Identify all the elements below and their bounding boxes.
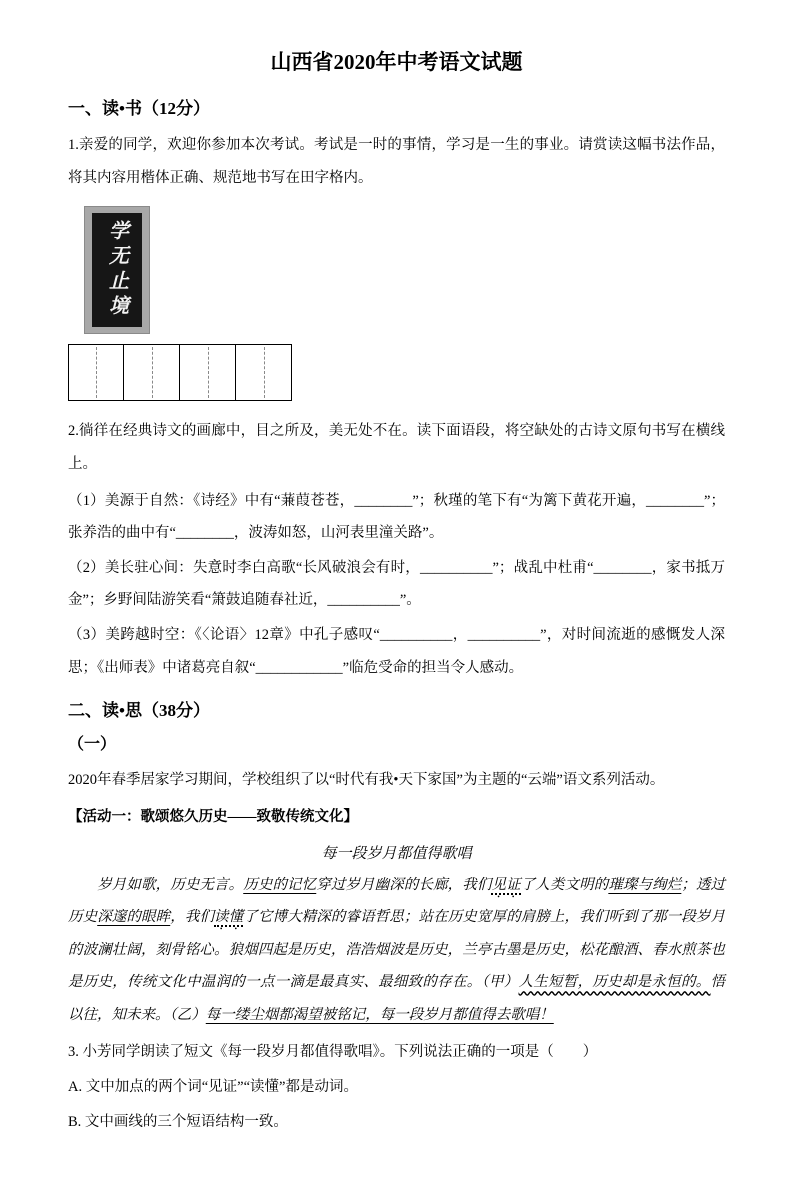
passage-title: 每一段岁月都值得歌唱 <box>321 845 472 862</box>
question2-item-3: （3）美跨越时空：《〈论语〉12章》中孔子感叹“__________，__________”，对时间流逝的感慨发人深思；《出师表》中诸葛亮自叙“____________”临危受命的担当令人感动。 <box>68 627 725 676</box>
question3-text: 3. 小芳同学朗读了短文《每一段岁月都值得歌唱》。下列说法正确的一项是（ ） <box>68 1043 598 1060</box>
question1-text: 1.亲爱的同学，欢迎你参加本次考试。考试是一时的事情，学习是一生的事业。请赏读这幅书法作品，将其内容用楷体正确、规范地书写在田字格内。 <box>68 137 725 186</box>
section1-heading: 一、读•书（12分） <box>68 99 210 118</box>
section2-intro: 2020年春季居家学习期间，学校组织了以“时代有我•天下家国”为主题的“云端”语文系列活动。 <box>68 772 665 789</box>
writing-grid <box>68 344 725 401</box>
question2-item-2: （2）美长驻心间：失意时李白高歌“长风破浪会有时，__________”；战乱中杜甫“________，家书抵万金”；乡野间陆游笑看“箫鼓追随春社近，__________”。 <box>68 559 725 609</box>
passage-body <box>68 869 725 1032</box>
question2-intro: 2.徜徉在经典诗文的画廊中，目之所及，美无处不在。读下面语段，将空缺处的古诗文原句书写在横线上。 <box>68 423 725 472</box>
question2-item-1: （1）美源于自然：《诗经》中有“蒹葭苍苍，________”；秋瑾的笔下有“为篱下黄花开遍，________”；张养浩的曲中有“________，波涛如怒，山河表里潼关路”。 <box>68 492 725 542</box>
passage-segment-underline: 深邃的眼眸 <box>97 909 171 926</box>
passage-segment-plain: 岁月如歌，历史无言。 <box>68 876 244 893</box>
section2-heading: 二、读•思（38分） <box>68 701 210 721</box>
passage-segment-wavy: 人生短暂，历史却是永恒的。 <box>518 974 711 991</box>
calligraphy-panel <box>92 213 142 327</box>
passage-segment-dots: 读懂 <box>214 909 244 926</box>
passage-segment-plain: 悟以往，知未来。（乙） <box>68 974 726 1023</box>
grid-cell <box>124 344 180 401</box>
grid-cell <box>236 344 292 401</box>
question3-option-a: A. 文中加点的两个词“见证”“读懂”都是动词。 <box>68 1078 358 1095</box>
grid-cell <box>180 344 236 401</box>
passage-segment-plain: 了它博大精深的睿语哲思；站在历史宽厚的肩膀上，我们听到了那一段岁月的波澜壮阔，刻骨铭心。狼烟四起是历史，浩浩烟波是历史，兰亭古墨是历史，松花酿酒、春水煎茶也是历史，传统文化中温润的一点一滴是最真实、最细致的存在。（甲） <box>68 909 726 991</box>
grid-cell <box>68 344 124 401</box>
passage-segment-plain: ；透过历史 <box>68 876 726 926</box>
page-title: 山西省2020年中考语文试题 <box>270 50 523 74</box>
section2-part-label: （一） <box>68 736 117 754</box>
activity1-heading: 【活动一：歌颂悠久历史——致敬传统文化】 <box>68 808 358 825</box>
passage-segment-underline: 历史的记忆 <box>243 876 317 893</box>
calligraphy-artwork <box>84 206 150 334</box>
passage-segment-plain: 了人类文明的 <box>520 876 609 893</box>
passage-segment-underline: 璀璨与绚烂 <box>608 876 682 893</box>
question3-option-b: B. 文中画线的三个短语结构一致。 <box>68 1114 288 1131</box>
calligraphy-text: 学无止境 <box>105 220 128 321</box>
passage-segment-underline: 每一缕尘烟都渴望被铭记，每一段岁月都值得去歌唱！ <box>205 1007 554 1023</box>
passage-segment-plain: 穿过岁月幽深的长廊，我们 <box>316 876 492 893</box>
passage-segment-dots: 见证 <box>491 876 521 893</box>
passage-segment-plain: ，我们 <box>170 909 215 926</box>
